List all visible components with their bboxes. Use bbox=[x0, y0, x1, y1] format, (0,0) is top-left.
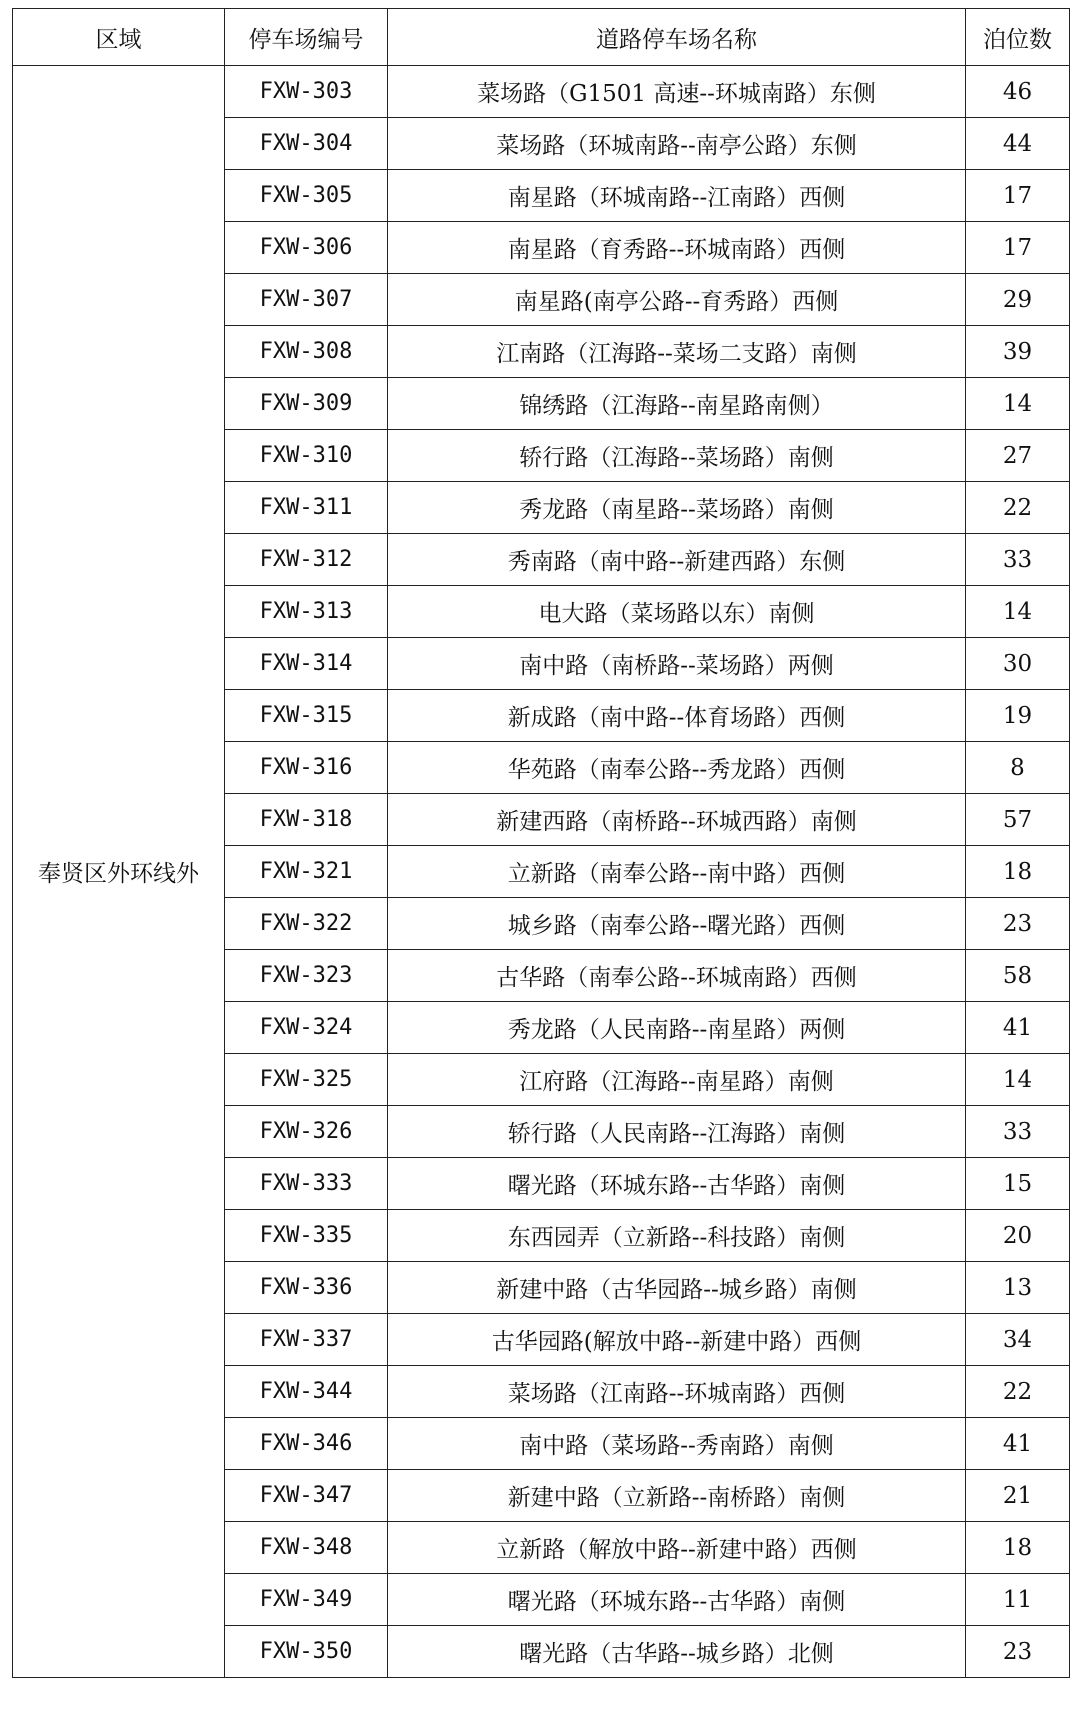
lot-name-cell: 曙光路（古华路--城乡路）北侧 bbox=[388, 1626, 966, 1678]
region-cell: 奉贤区外环线外 bbox=[13, 66, 225, 1678]
spaces-cell: 8 bbox=[966, 742, 1070, 794]
lot-id-cell: FXW-307 bbox=[225, 274, 388, 326]
lot-name-cell: 江府路（江海路--南星路）南侧 bbox=[388, 1054, 966, 1106]
lot-name-cell: 城乡路（南奉公路--曙光路）西侧 bbox=[388, 898, 966, 950]
lot-name-cell: 曙光路（环城东路--古华路）南侧 bbox=[388, 1574, 966, 1626]
header-lot-id: 停车场编号 bbox=[225, 9, 388, 66]
lot-id-cell: FXW-312 bbox=[225, 534, 388, 586]
spaces-cell: 11 bbox=[966, 1574, 1070, 1626]
spaces-cell: 17 bbox=[966, 222, 1070, 274]
spaces-cell: 13 bbox=[966, 1262, 1070, 1314]
table-body bbox=[13, 66, 1070, 1678]
spaces-cell: 22 bbox=[966, 1366, 1070, 1418]
spaces-cell: 17 bbox=[966, 170, 1070, 222]
lot-name-cell: 菜场路（G1501 高速--环城南路）东侧 bbox=[388, 66, 966, 118]
lot-name-cell: 古华路（南奉公路--环城南路）西侧 bbox=[388, 950, 966, 1002]
spaces-cell: 14 bbox=[966, 1054, 1070, 1106]
lot-id-cell: FXW-335 bbox=[225, 1210, 388, 1262]
spaces-cell: 41 bbox=[966, 1002, 1070, 1054]
lot-name-cell: 南星路（环城南路--江南路）西侧 bbox=[388, 170, 966, 222]
lot-name-cell: 秀龙路（南星路--菜场路）南侧 bbox=[388, 482, 966, 534]
lot-name-cell: 电大路（菜场路以东）南侧 bbox=[388, 586, 966, 638]
spaces-cell: 18 bbox=[966, 1522, 1070, 1574]
lot-id-cell: FXW-306 bbox=[225, 222, 388, 274]
lot-name-cell: 南中路（菜场路--秀南路）南侧 bbox=[388, 1418, 966, 1470]
lot-name-cell: 轿行路（人民南路--江海路）南侧 bbox=[388, 1106, 966, 1158]
lot-id-cell: FXW-303 bbox=[225, 66, 388, 118]
spaces-cell: 14 bbox=[966, 378, 1070, 430]
spaces-cell: 23 bbox=[966, 898, 1070, 950]
lot-id-cell: FXW-310 bbox=[225, 430, 388, 482]
lot-name-cell: 华苑路（南奉公路--秀龙路）西侧 bbox=[388, 742, 966, 794]
lot-id-cell: FXW-305 bbox=[225, 170, 388, 222]
spaces-cell: 46 bbox=[966, 66, 1070, 118]
spaces-cell: 19 bbox=[966, 690, 1070, 742]
header-spaces: 泊位数 bbox=[966, 9, 1070, 66]
spaces-cell: 29 bbox=[966, 274, 1070, 326]
lot-id-cell: FXW-325 bbox=[225, 1054, 388, 1106]
lot-name-cell: 南星路(南亭公路--育秀路）西侧 bbox=[388, 274, 966, 326]
lot-name-cell: 南星路（育秀路--环城南路）西侧 bbox=[388, 222, 966, 274]
header-region: 区域 bbox=[13, 9, 225, 66]
lot-name-cell: 菜场路（江南路--环城南路）西侧 bbox=[388, 1366, 966, 1418]
spaces-cell: 21 bbox=[966, 1470, 1070, 1522]
header-row bbox=[13, 9, 1070, 66]
lot-id-cell: FXW-336 bbox=[225, 1262, 388, 1314]
spaces-cell: 20 bbox=[966, 1210, 1070, 1262]
lot-name-cell: 轿行路（江海路--菜场路）南侧 bbox=[388, 430, 966, 482]
spaces-cell: 15 bbox=[966, 1158, 1070, 1210]
lot-name-cell: 新建中路（立新路--南桥路）南侧 bbox=[388, 1470, 966, 1522]
spaces-cell: 33 bbox=[966, 1106, 1070, 1158]
lot-id-cell: FXW-326 bbox=[225, 1106, 388, 1158]
lot-id-cell: FXW-350 bbox=[225, 1626, 388, 1678]
lot-id-cell: FXW-321 bbox=[225, 846, 388, 898]
lot-id-cell: FXW-309 bbox=[225, 378, 388, 430]
header-lot-name: 道路停车场名称 bbox=[388, 9, 966, 66]
spaces-cell: 44 bbox=[966, 118, 1070, 170]
lot-name-cell: 东西园弄（立新路--科技路）南侧 bbox=[388, 1210, 966, 1262]
lot-id-cell: FXW-349 bbox=[225, 1574, 388, 1626]
lot-name-cell: 曙光路（环城东路--古华路）南侧 bbox=[388, 1158, 966, 1210]
spaces-cell: 34 bbox=[966, 1314, 1070, 1366]
lot-name-cell: 立新路（解放中路--新建中路）西侧 bbox=[388, 1522, 966, 1574]
spaces-cell: 41 bbox=[966, 1418, 1070, 1470]
lot-id-cell: FXW-344 bbox=[225, 1366, 388, 1418]
spaces-cell: 57 bbox=[966, 794, 1070, 846]
spaces-cell: 14 bbox=[966, 586, 1070, 638]
lot-name-cell: 新建中路（古华园路--城乡路）南侧 bbox=[388, 1262, 966, 1314]
lot-id-cell: FXW-337 bbox=[225, 1314, 388, 1366]
lot-name-cell: 锦绣路（江海路--南星路南侧） bbox=[388, 378, 966, 430]
lot-name-cell: 古华园路(解放中路--新建中路）西侧 bbox=[388, 1314, 966, 1366]
table-header bbox=[13, 9, 1070, 66]
lot-id-cell: FXW-323 bbox=[225, 950, 388, 1002]
lot-id-cell: FXW-333 bbox=[225, 1158, 388, 1210]
spaces-cell: 23 bbox=[966, 1626, 1070, 1678]
spaces-cell: 39 bbox=[966, 326, 1070, 378]
parking-table-container bbox=[12, 8, 1069, 1678]
lot-id-cell: FXW-313 bbox=[225, 586, 388, 638]
lot-id-cell: FXW-315 bbox=[225, 690, 388, 742]
lot-name-cell: 新建西路（南桥路--环城西路）南侧 bbox=[388, 794, 966, 846]
lot-name-cell: 南中路（南桥路--菜场路）两侧 bbox=[388, 638, 966, 690]
lot-id-cell: FXW-348 bbox=[225, 1522, 388, 1574]
lot-name-cell: 秀龙路（人民南路--南星路）两侧 bbox=[388, 1002, 966, 1054]
table-row bbox=[13, 66, 1070, 118]
lot-id-cell: FXW-316 bbox=[225, 742, 388, 794]
spaces-cell: 18 bbox=[966, 846, 1070, 898]
lot-id-cell: FXW-324 bbox=[225, 1002, 388, 1054]
lot-name-cell: 菜场路（环城南路--南亭公路）东侧 bbox=[388, 118, 966, 170]
lot-id-cell: FXW-304 bbox=[225, 118, 388, 170]
spaces-cell: 30 bbox=[966, 638, 1070, 690]
spaces-cell: 33 bbox=[966, 534, 1070, 586]
lot-id-cell: FXW-347 bbox=[225, 1470, 388, 1522]
spaces-cell: 22 bbox=[966, 482, 1070, 534]
lot-name-cell: 新成路（南中路--体育场路）西侧 bbox=[388, 690, 966, 742]
lot-id-cell: FXW-311 bbox=[225, 482, 388, 534]
lot-name-cell: 江南路（江海路--菜场二支路）南侧 bbox=[388, 326, 966, 378]
spaces-cell: 58 bbox=[966, 950, 1070, 1002]
lot-id-cell: FXW-322 bbox=[225, 898, 388, 950]
lot-id-cell: FXW-318 bbox=[225, 794, 388, 846]
lot-name-cell: 秀南路（南中路--新建西路）东侧 bbox=[388, 534, 966, 586]
lot-id-cell: FXW-314 bbox=[225, 638, 388, 690]
lot-name-cell: 立新路（南奉公路--南中路）西侧 bbox=[388, 846, 966, 898]
lot-id-cell: FXW-346 bbox=[225, 1418, 388, 1470]
parking-table bbox=[12, 8, 1070, 1678]
spaces-cell: 27 bbox=[966, 430, 1070, 482]
lot-id-cell: FXW-308 bbox=[225, 326, 388, 378]
